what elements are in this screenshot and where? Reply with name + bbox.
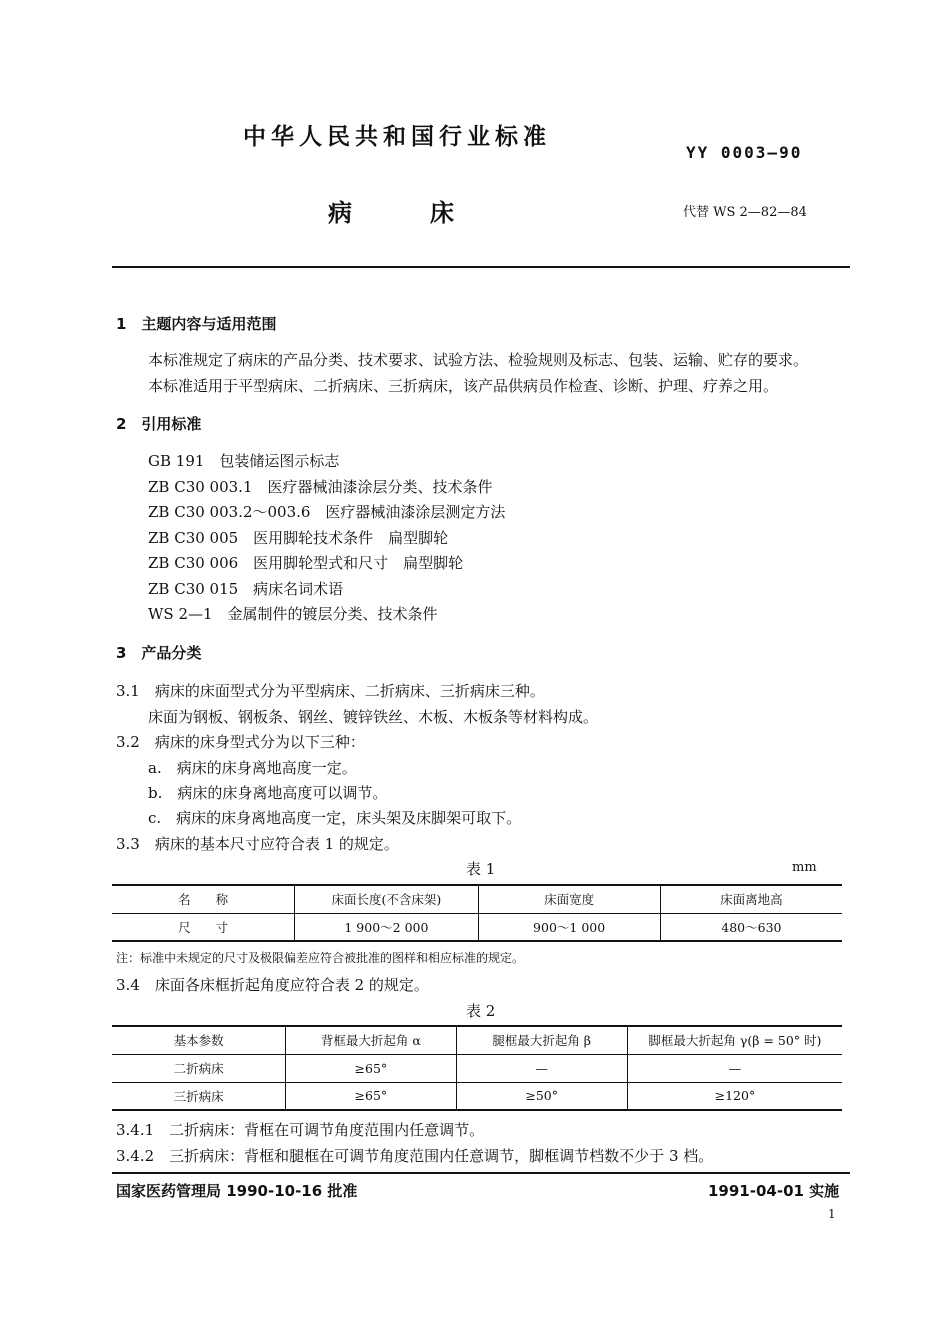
reference-item: WS 2—1 金属制件的镀层分类、技术条件 bbox=[148, 605, 438, 623]
table-2 bbox=[112, 1025, 842, 1111]
section-1-heading: 1 主题内容与适用范围 bbox=[116, 315, 277, 333]
reference-item: ZB C30 003.1 医疗器械油漆涂层分类、技术条件 bbox=[148, 478, 493, 496]
approval-statement: 国家医药管理局 1990-10-16 批准 bbox=[116, 1182, 358, 1200]
table-2-cell: — bbox=[627, 1054, 842, 1082]
table-row bbox=[112, 1082, 842, 1110]
reference-item: ZB C30 015 病床名词术语 bbox=[148, 580, 344, 598]
replaces-standard: 代替 WS 2—82—84 bbox=[683, 205, 807, 220]
table-2-header-cell: 基本参数 bbox=[112, 1026, 286, 1054]
table-1-header-cell: 床面长度(不含床架) bbox=[295, 885, 478, 913]
table-2-cell: ≥120° bbox=[627, 1082, 842, 1110]
clause-3-4-1: 3.4.1 二折病床：背框在可调节角度范围内任意调节。 bbox=[116, 1121, 485, 1139]
table-2-header-cell: 腿框最大折起角 β bbox=[456, 1026, 627, 1054]
table-2-cell: 三折病床 bbox=[112, 1082, 286, 1110]
section-2-heading: 2 引用标准 bbox=[116, 415, 202, 433]
table-1-note: 注：标准中未规定的尺寸及极限偏差应符合被批准的图样和相应标准的规定。 bbox=[116, 951, 525, 965]
table-2-cell: 二折病床 bbox=[112, 1054, 286, 1082]
clause-3-4: 3.4 床面各床框折起角度应符合表 2 的规定。 bbox=[116, 976, 429, 994]
table-row bbox=[112, 1054, 842, 1082]
table-1-cell: 尺 寸 bbox=[112, 913, 295, 941]
standard-number: YY 0003—90 bbox=[686, 143, 803, 162]
table-2-cell: ≥50° bbox=[456, 1082, 627, 1110]
clause-3-1-materials: 床面为钢板、钢板条、钢丝、镀锌铁丝、木板、木板条等材料构成。 bbox=[148, 708, 599, 726]
list-item: a. 病床的床身离地高度一定。 bbox=[148, 759, 357, 777]
header-rule bbox=[112, 266, 850, 268]
footer-rule bbox=[112, 1172, 850, 1174]
issuer-title: 中华人民共和国行业标准 bbox=[243, 124, 551, 150]
reference-item: GB 191 包装储运图示标志 bbox=[148, 452, 340, 470]
table-1 bbox=[112, 884, 842, 942]
clause-3-3: 3.3 病床的基本尺寸应符合表 1 的规定。 bbox=[116, 835, 399, 853]
reference-item: ZB C30 003.2～003.6 医疗器械油漆涂层测定方法 bbox=[148, 503, 506, 521]
doc-title-char-1: 病 bbox=[328, 199, 352, 227]
section-3-heading: 3 产品分类 bbox=[116, 644, 202, 662]
table-2-header-cell: 脚框最大折起角 γ(β = 50° 时) bbox=[627, 1026, 842, 1054]
table-2-cell: — bbox=[456, 1054, 627, 1082]
list-item: c. 病床的床身离地高度一定，床头架及床脚架可取下。 bbox=[148, 809, 522, 827]
table-1-header-cell: 名 称 bbox=[112, 885, 295, 913]
table-1-cell: 1 900～2 000 bbox=[295, 913, 478, 941]
clause-3-2: 3.2 病床的床身型式分为以下三种： bbox=[116, 733, 365, 751]
table-2-caption: 表 2 bbox=[466, 1002, 496, 1020]
reference-item: ZB C30 005 医用脚轮技术条件 扁型脚轮 bbox=[148, 529, 449, 547]
section-1-paragraph-1: 本标准规定了病床的产品分类、技术要求、试验方法、检验规则及标志、包装、运输、贮存的要求。 bbox=[148, 351, 809, 369]
table-1-header-cell: 床面离地高 bbox=[660, 885, 842, 913]
section-1-paragraph-2: 本标准适用于平型病床、二折病床、三折病床，该产品供病员作检查、诊断、护理、疗养之用。 bbox=[148, 377, 779, 395]
table-2-cell: ≥65° bbox=[286, 1082, 456, 1110]
table-1-header-cell: 床面宽度 bbox=[478, 885, 660, 913]
doc-title-char-2: 床 bbox=[430, 199, 454, 227]
table-2-header-cell: 背框最大折起角 α bbox=[286, 1026, 456, 1054]
table-1-cell: 480～630 bbox=[660, 913, 842, 941]
clause-3-1: 3.1 病床的床面型式分为平型病床、二折病床、三折病床三种。 bbox=[116, 682, 545, 700]
page-number: 1 bbox=[828, 1207, 836, 1221]
list-item: b. 病床的床身离地高度可以调节。 bbox=[148, 784, 388, 802]
table-row bbox=[112, 913, 842, 941]
table-1-unit: mm bbox=[792, 860, 817, 875]
table-1-caption: 表 1 bbox=[466, 860, 496, 878]
reference-item: ZB C30 006 医用脚轮型式和尺寸 扁型脚轮 bbox=[148, 554, 464, 572]
clause-3-4-2: 3.4.2 三折病床：背框和腿框在可调节角度范围内任意调节，脚框调节档数不少于 3 档。 bbox=[116, 1147, 714, 1165]
effective-date: 1991-04-01 实施 bbox=[708, 1182, 840, 1200]
table-1-cell: 900～1 000 bbox=[478, 913, 660, 941]
table-2-cell: ≥65° bbox=[286, 1054, 456, 1082]
